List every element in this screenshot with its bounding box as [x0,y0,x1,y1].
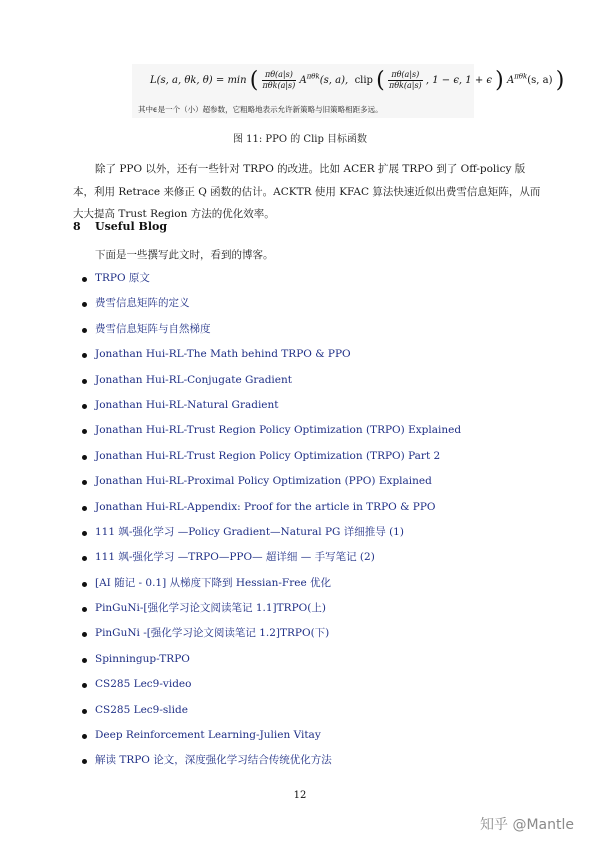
bullet-icon [82,556,87,561]
bullet-icon [82,531,87,536]
blog-link[interactable]: Jonathan Hui-RL-Conjugate Gradient [95,373,292,386]
blog-link[interactable]: CS285 Lec9-video [95,678,192,691]
blog-link[interactable]: [AI 随记 - 0.1] 从梯度下降到 Hessian-Free 优化 [95,576,332,589]
page-number: 12 [293,790,307,801]
blog-link[interactable]: TRPO 原文 [95,272,150,284]
watermark: 知乎 @Mantle [480,817,574,833]
bullet-icon [82,302,87,307]
advantage-superscript: πθk [306,72,320,81]
list-item [80,393,461,418]
list-item [80,291,461,316]
bullet-icon [82,404,87,409]
clip-denominator: πθk(a|s) [388,81,422,90]
blog-link[interactable]: PinGuNi-[强化学习论文阅读笔记 1.1]TRPO(上) [95,602,326,615]
blog-link[interactable]: 解读 TRPO 论文，深度强化学习结合传统优化方法 [95,754,332,767]
list-item [80,723,461,748]
clip-label: clip [354,75,373,86]
list-item [80,520,461,545]
advantage-symbol: A [506,75,515,86]
list-item [80,418,461,443]
bullet-icon [82,480,87,485]
bullet-icon [82,429,87,434]
advantage-args: (s, a), [319,75,349,86]
list-item [80,317,461,342]
list-item [80,698,461,723]
blog-link[interactable]: 111 飒-强化学习 —Policy Gradient—Natural PG 详细推导 (1) [95,525,404,538]
blog-link[interactable]: CS285 Lec9-slide [95,703,188,716]
bullet-icon [82,277,87,282]
section-title: Useful Blog [95,220,168,233]
bullet-icon [82,734,87,739]
blog-link[interactable]: 111 飒-强化学习 —TRPO—PPO— 超详细 — 手写笔记 (2) [95,551,375,564]
formula-lhs: L(s, a, θk, θ) = min [150,75,247,86]
blog-link[interactable]: Jonathan Hui-RL-Trust Region Policy Optimization (TRPO) Part 2 [95,449,441,462]
bullet-icon [82,582,87,587]
list-item [80,545,461,570]
blog-link[interactable]: PinGuNi -[强化学习论文阅读笔记 1.2]TRPO(下) [95,627,330,640]
formula-paren: ) [495,68,504,93]
clip-bounds: , 1 − ϵ, 1 + ϵ [425,75,492,86]
advantage-superscript: πθk [514,72,528,81]
bullet-icon [82,683,87,688]
figure-caption: 图 11: PPO 的 Clip 目标函数 [232,134,368,145]
list-item [80,672,461,697]
list-item [80,342,461,367]
section-number: 8 [73,220,81,233]
advantage-symbol: A [299,75,307,86]
blog-link[interactable]: 费雪信息矩阵与自然梯度 [95,322,211,335]
ratio-fraction [262,70,297,91]
formula-paren: ) [555,68,565,93]
clip-numerator: πθ(a|s) [388,70,423,81]
list-item [80,368,461,393]
list-item [80,444,461,469]
bullet-icon [82,328,87,333]
bullet-icon [82,455,87,460]
blog-list [80,266,461,774]
blog-link[interactable]: Jonathan Hui-RL-The Math behind TRPO & PPO [95,348,351,361]
list-item [80,621,461,646]
blog-link[interactable]: Jonathan Hui-RL-Natural Gradient [95,398,279,411]
section-intro: 下面是一些撰写此文时，看到的博客。 [95,249,274,261]
bullet-icon [82,658,87,663]
clip-fraction [388,70,423,91]
bullet-icon [82,607,87,612]
list-item [80,266,461,291]
bullet-icon [82,506,87,511]
blog-link[interactable]: 费雪信息矩阵的定义 [95,297,190,310]
ratio-denominator: πθk(a|s) [262,81,296,90]
bullet-icon [82,632,87,637]
blog-link[interactable]: Jonathan Hui-RL-Trust Region Policy Optimization (TRPO) Explained [95,424,462,437]
blog-link[interactable]: Jonathan Hui-RL-Appendix: Proof for the article in TRPO & PPO [95,500,436,513]
list-item [80,647,461,672]
body-paragraph: 除了 PPO 以外，还有一些针对 TRPO 的改进。比如 ACER 扩展 TRPO 到了 Off-policy 版本，利用 Retrace 来修正 Q 函数的估计。ACKTR 使用 KFAC 算法快速近似出费雪信息矩阵，从而大大提高 Trust Region 方法的优化效率。 [73,163,541,220]
bullet-icon [82,379,87,384]
section-heading [73,220,167,233]
list-item [80,571,461,596]
list-item [80,596,461,621]
ratio-numerator: πθ(a|s) [262,70,297,81]
bullet-icon [82,759,87,764]
blog-link[interactable]: Deep Reinforcement Learning-Julien Vitay [95,729,321,742]
list-item [80,748,461,773]
list-item [80,469,461,494]
bullet-icon [82,353,87,358]
formula-paren: ( [376,68,385,93]
formula: L(s, a, θk, θ) = min ( $\frac{\pi\theta(a|s)}{\text{πθk(a|s)}}$ $A^{\pi\theta k}(s$, a), clip ( $\frac{\pi\theta(a|s)}{\text{πθk(a|s)}}$ , 1 − ϵ, 1 + ϵ ) $A^{\pi\theta k}(s$, a) ) [150,68,565,93]
blog-link[interactable]: Jonathan Hui-RL-Proximal Policy Optimization (PPO) Explained [95,475,432,488]
bullet-icon [82,709,87,714]
figure-clip-objective [132,64,565,118]
formula-paren: ( [249,68,259,93]
figure-note: 其中ϵ是一个（小）超参数，它粗略地表示允许新策略与旧策略相距多远。 [138,105,383,114]
list-item [80,495,461,520]
blog-link[interactable]: Spinningup-TRPO [95,652,190,665]
